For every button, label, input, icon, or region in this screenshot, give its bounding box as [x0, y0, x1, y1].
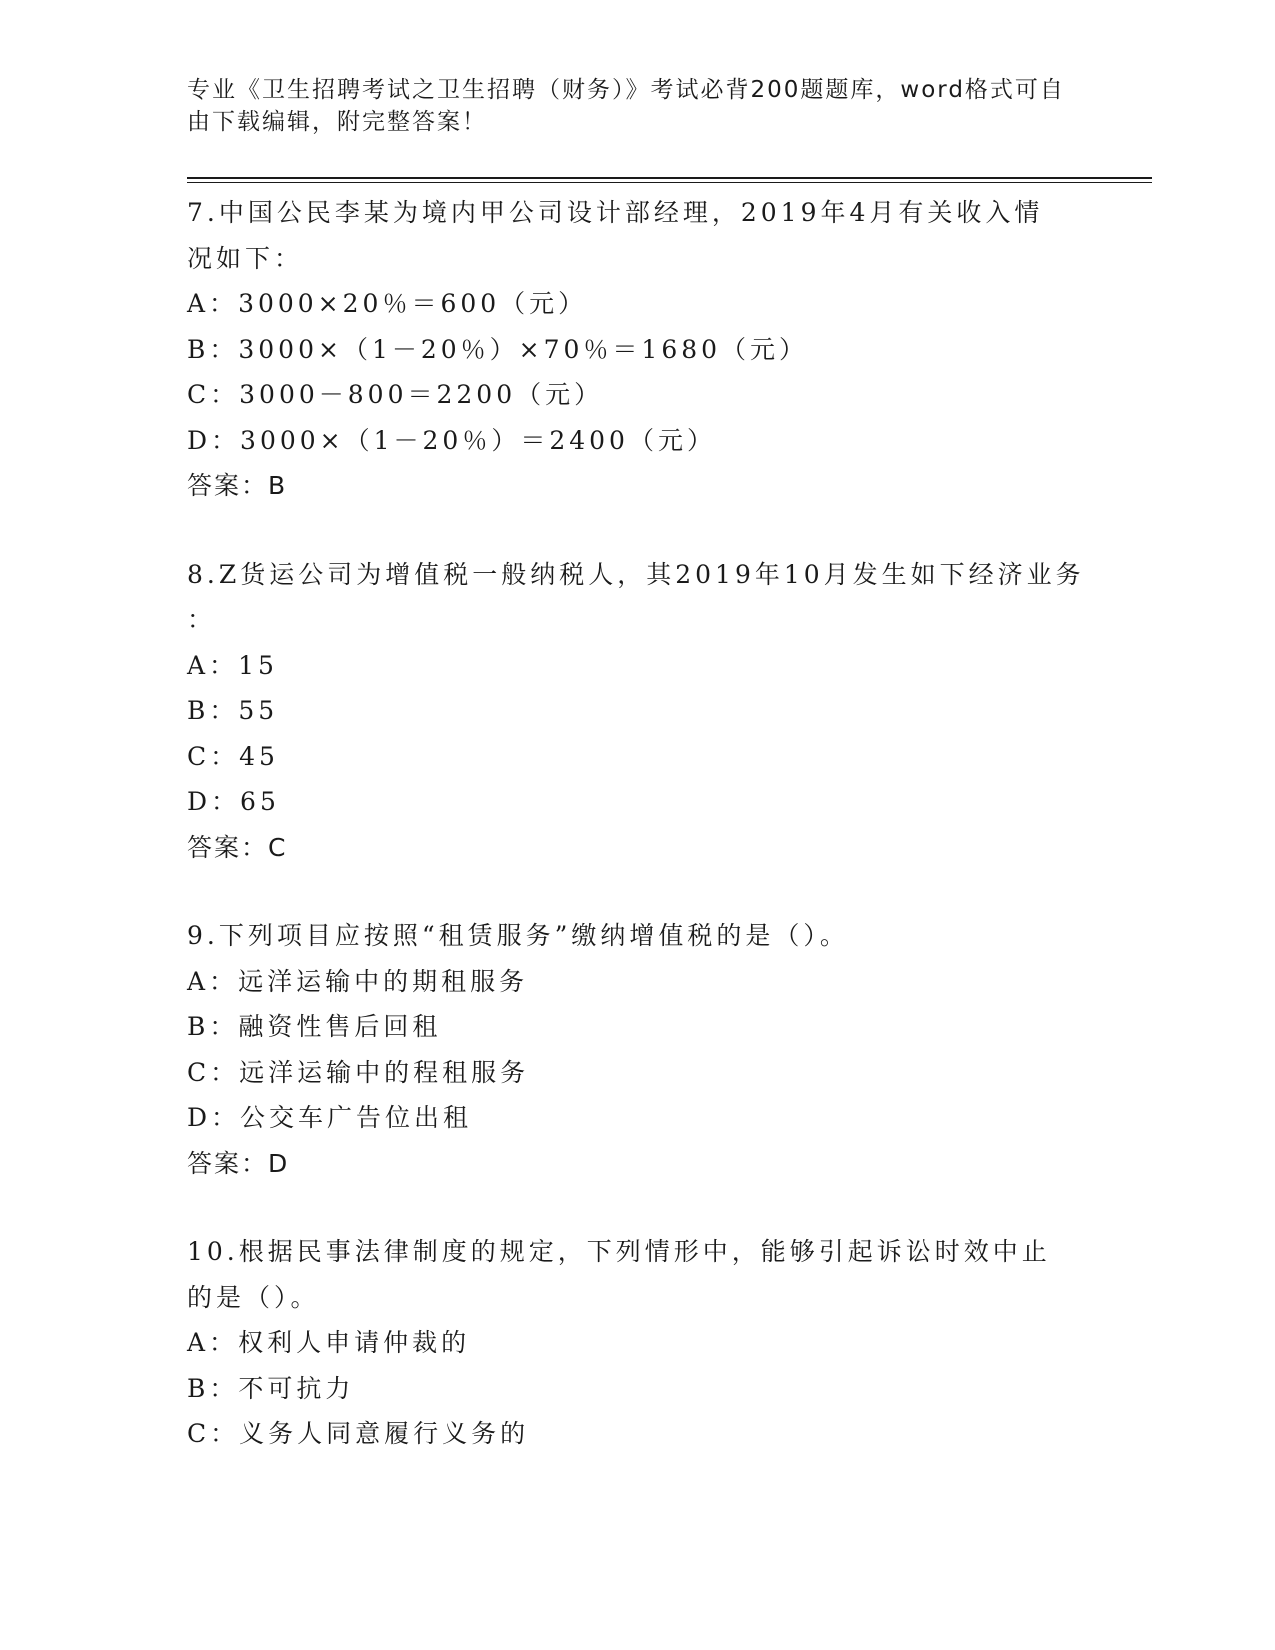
option-text: 65 [240, 787, 280, 816]
option-a [187, 643, 1087, 689]
option-b [187, 327, 1087, 373]
answer-line: 答案：D [187, 1148, 290, 1178]
option-label: A： [187, 289, 239, 318]
question-stem: 9.下列项目应按照“租赁服务”缴纳增值税的是（）。 [187, 921, 849, 950]
option-d [187, 418, 1087, 464]
question-8 [187, 552, 1087, 871]
option-text: 义务人同意履行义务的 [239, 1419, 530, 1448]
option-text: 15 [238, 650, 278, 680]
option-b [187, 1004, 1087, 1050]
option-c [187, 1411, 1087, 1457]
option-text: 公交车广告位出租 [240, 1103, 473, 1132]
option-b [187, 1366, 1087, 1412]
option-label: B： [187, 334, 239, 364]
option-label: A： [187, 650, 239, 680]
option-label: C： [187, 1419, 240, 1448]
option-text: 融资性售后回租 [238, 1012, 442, 1041]
intro-line-2: 由下载编辑，附完整答案！ [187, 109, 487, 135]
question-9 [187, 913, 1087, 1186]
option-text: 55 [238, 696, 279, 725]
option-label: B： [187, 1373, 239, 1403]
option-label: D： [187, 1103, 241, 1132]
option-a [187, 281, 1087, 327]
option-text: 权利人申请仲裁的 [238, 1328, 471, 1357]
option-label: B： [187, 1012, 239, 1041]
answer-line: 答案：C [187, 832, 288, 862]
option-text: 3000×20％＝600（元） [238, 289, 588, 318]
question-stem-continuation: ： [187, 605, 217, 634]
option-text: 3000×（1－20％）×70％＝1680（元） [238, 334, 809, 364]
option-text: 远洋运输中的期租服务 [238, 966, 529, 996]
question-stem: 7.中国公民李某为境内甲公司设计部经理，2019年4月有关收入情况如下： [187, 198, 1044, 273]
option-text: 3000×（1－20％）＝2400（元） [240, 425, 716, 455]
option-label: B： [187, 696, 239, 725]
question-list [187, 190, 1087, 1500]
option-text: 远洋运输中的程租服务 [239, 1057, 530, 1087]
question-10 [187, 1229, 1087, 1457]
option-text: 3000－800＝2200（元） [239, 380, 604, 409]
option-label: C： [187, 741, 240, 771]
header-divider-thick [187, 177, 1152, 179]
option-label: D： [187, 425, 241, 455]
option-label: D： [187, 787, 241, 816]
option-a [187, 1320, 1087, 1366]
question-stem: 10.根据民事法律制度的规定，下列情形中，能够引起诉讼时效中止的是（）。 [187, 1237, 1051, 1312]
option-label: A： [187, 1328, 239, 1357]
option-label: A： [187, 966, 239, 996]
question-7 [187, 190, 1087, 509]
header-divider-thin [187, 182, 1152, 183]
option-d [187, 779, 1087, 825]
option-c [187, 734, 1087, 780]
option-label: C： [187, 1057, 240, 1087]
question-stem: 8.Z货运公司为增值税一般纳税人，其2019年10月发生如下经济业务 [187, 559, 1085, 589]
answer-line: 答案：B [187, 471, 288, 500]
option-b [187, 688, 1087, 734]
option-c [187, 372, 1087, 418]
option-c [187, 1050, 1087, 1096]
intro-line-1: 专业《卫生招聘考试之卫生招聘（财务）》考试必背200题题库，word格式可自 [187, 77, 1065, 103]
document-intro [187, 74, 1067, 138]
option-a [187, 959, 1087, 1005]
option-d [187, 1095, 1087, 1141]
option-label: C： [187, 380, 240, 409]
option-text: 不可抗力 [238, 1373, 355, 1403]
option-text: 45 [239, 741, 279, 771]
